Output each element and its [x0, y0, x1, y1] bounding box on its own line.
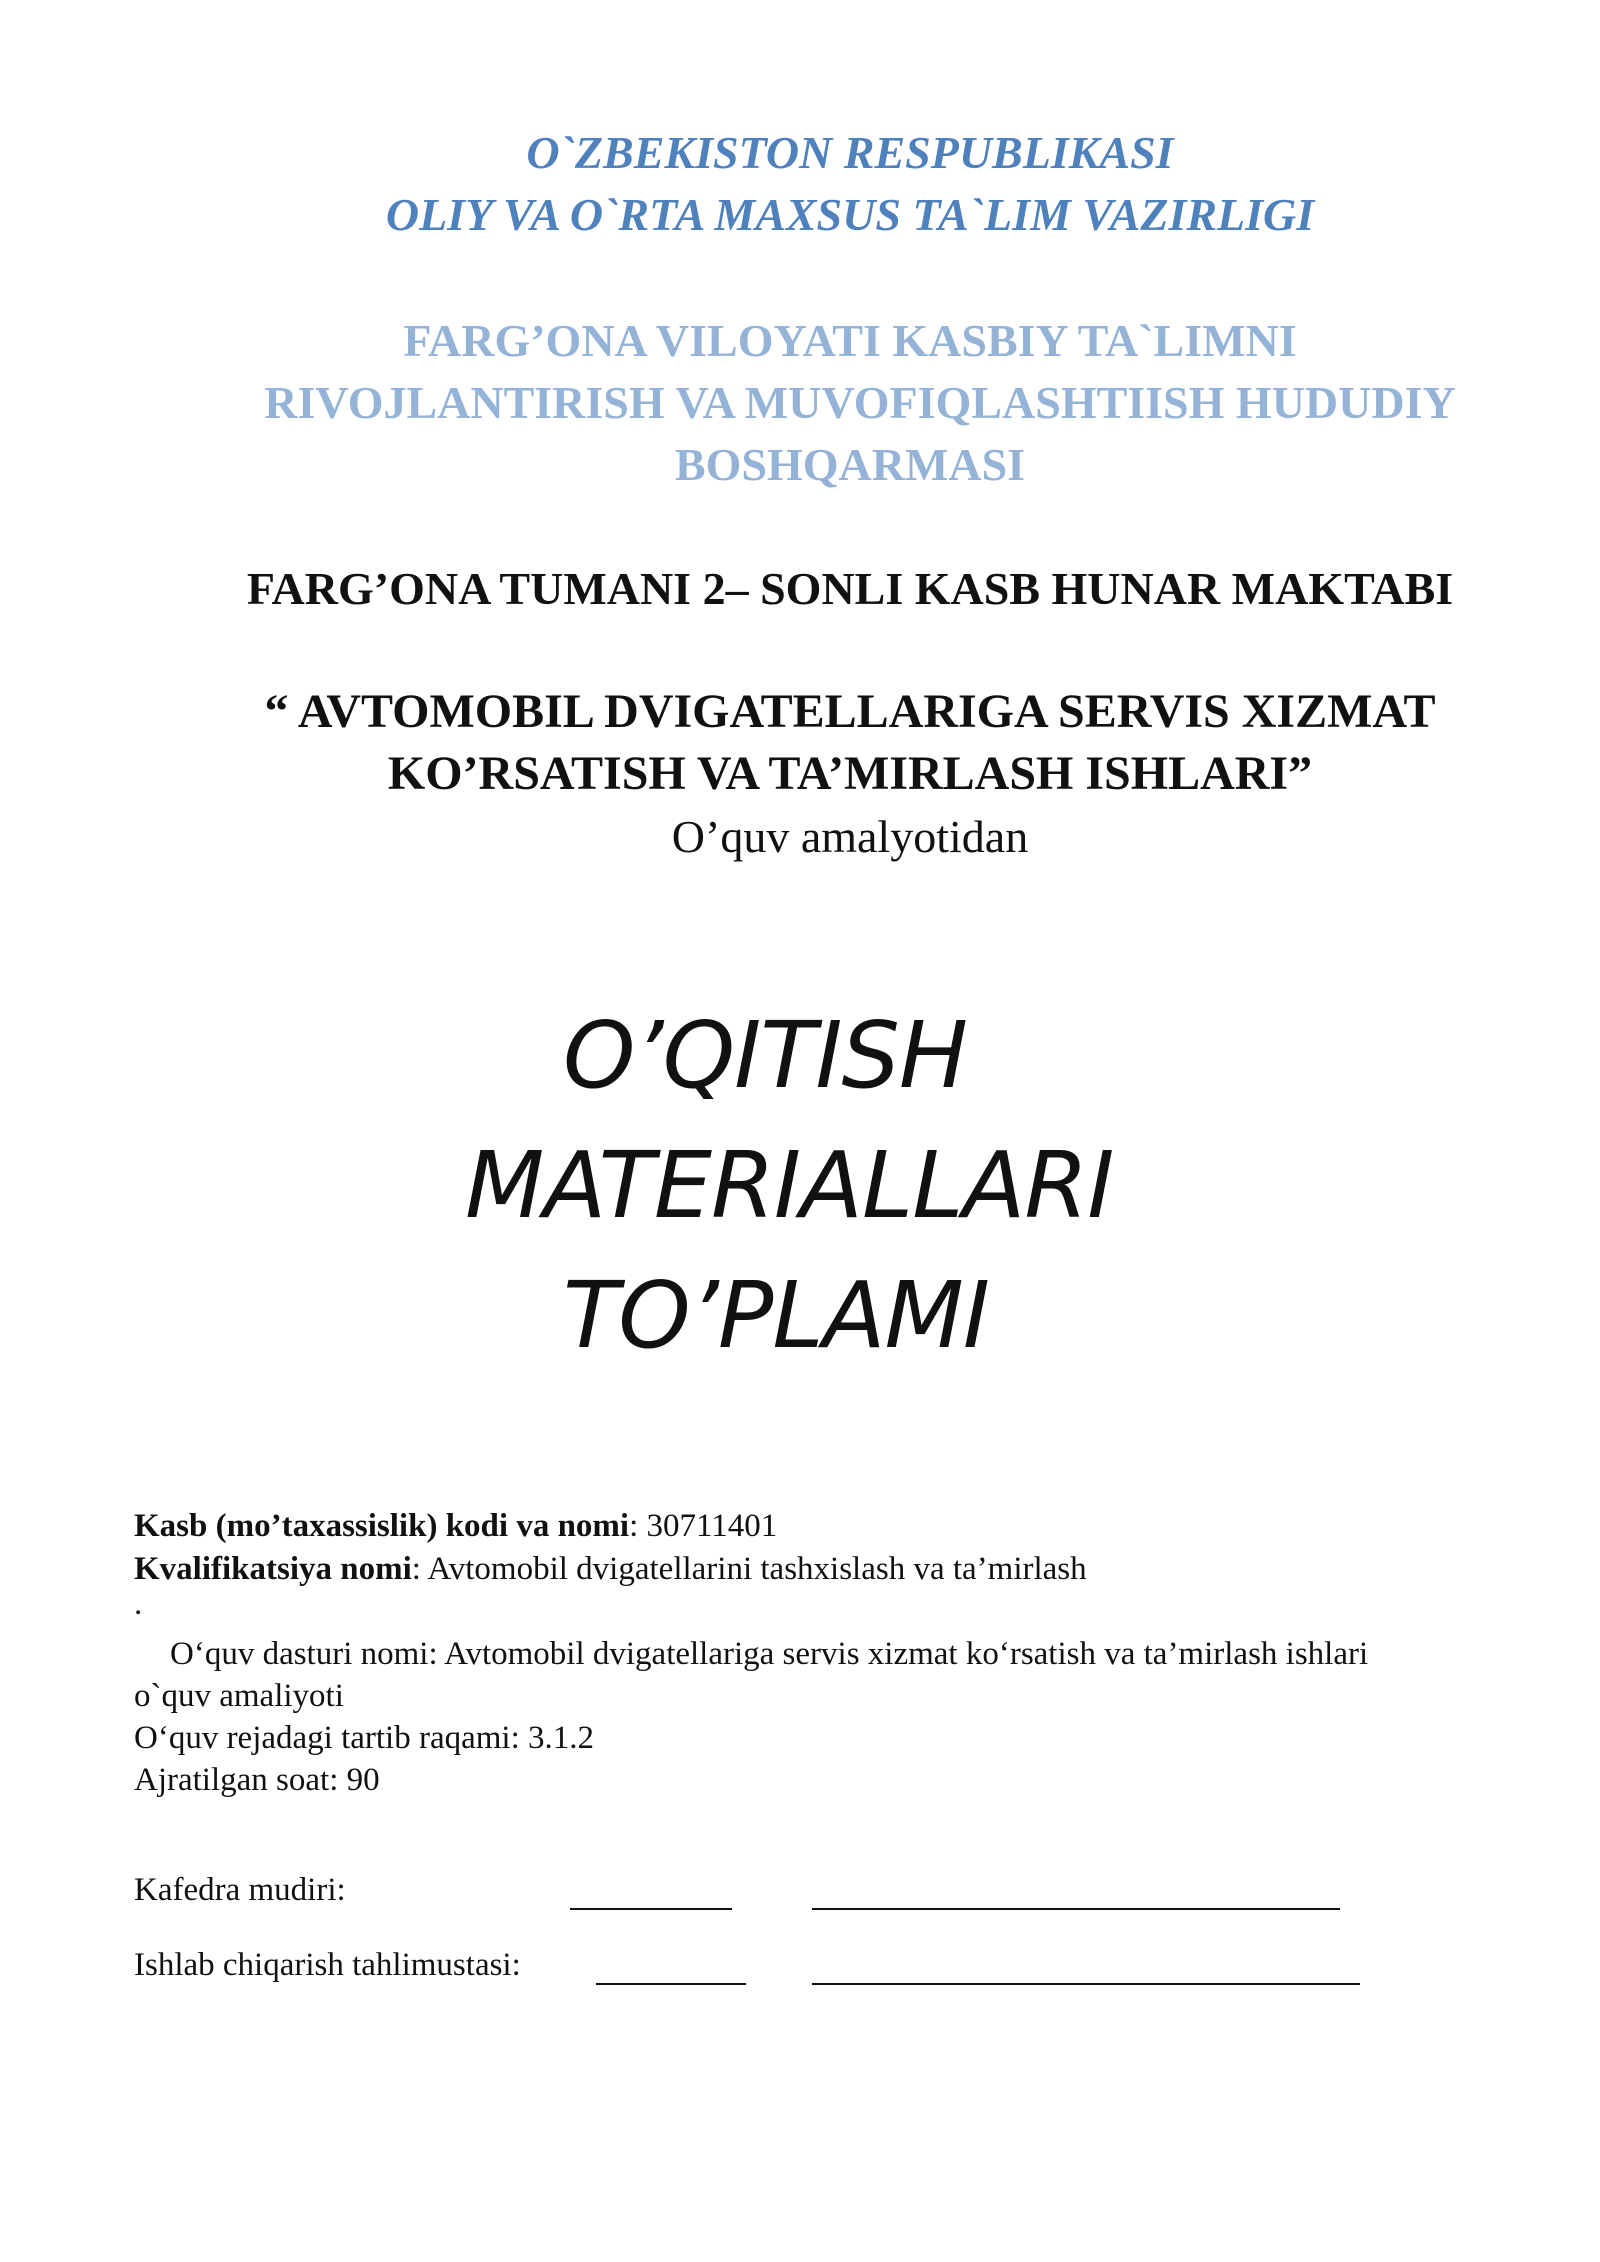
stray-dot: .	[134, 1586, 143, 1622]
profession-code-label: Kasb (mo’taxassislik) kodi va nomi	[134, 1508, 630, 1544]
profession-code-row	[134, 1508, 777, 1545]
plan-number: O‘quv rejadagi tartib raqami: 3.1.2	[134, 1720, 595, 1756]
department-head-signature-line	[570, 1908, 732, 1910]
production-master-signature-line	[596, 1983, 746, 1985]
program-name-line-2: o`quv amaliyoti	[134, 1678, 344, 1714]
allocated-hours: Ajratilgan soat: 90	[134, 1762, 380, 1798]
production-master-label: Ishlab chiqarish tahlimustasi:	[134, 1947, 521, 1983]
department-head-label: Kafedra mudiri:	[134, 1872, 346, 1908]
department-head-name-line	[812, 1908, 1340, 1910]
program-name-line-1: O‘quv dasturi nomi: Avtomobil dvigatellariga servis xizmat ko‘rsatish va ta’mirlash ishlari	[170, 1636, 1369, 1672]
region-line-1: FARG’ONA VILOYATI KASBIY TA`LIMNI	[403, 315, 1297, 366]
production-master-name-line	[812, 1983, 1360, 1985]
title-line-2: MATERIALLARI	[465, 1132, 1114, 1239]
region-line-2: RIVOJLANTIRISH VA MUVOFIQLASHTIISH HUDUDIY	[264, 377, 1456, 428]
title-line-1: O’QITISH	[563, 1002, 968, 1109]
region-line-3: BOSHQARMASI	[674, 439, 1026, 490]
title-line-3: TO’PLAMI	[563, 1262, 990, 1369]
qualification-value: : Avtomobil dvigatellarini tashxislash va ta’mirlash	[411, 1551, 1087, 1587]
subject-line-2: KO’RSATISH VA TA’MIRLASH ISHLARI”	[387, 747, 1313, 800]
practice-subtitle: O’quv amalyotidan	[671, 811, 1029, 862]
ministry-line-2: OLIY VA O`RTA MAXSUS TA`LIM VAZIRLIGI	[385, 189, 1315, 240]
ministry-line-1: O`ZBEKISTON RESPUBLIKASI	[526, 127, 1174, 178]
qualification-label: Kvalifikatsiya nomi	[134, 1551, 412, 1587]
school-name: FARG’ONA TUMANI 2– SONLI KASB HUNAR MAKTABI	[246, 563, 1454, 614]
subject-line-1: “ AVTOMOBIL DVIGATELLARIGA SERVIS XIZMAT	[264, 685, 1436, 738]
qualification-row	[134, 1551, 1087, 1588]
profession-code-value: : 30711401	[629, 1508, 778, 1544]
